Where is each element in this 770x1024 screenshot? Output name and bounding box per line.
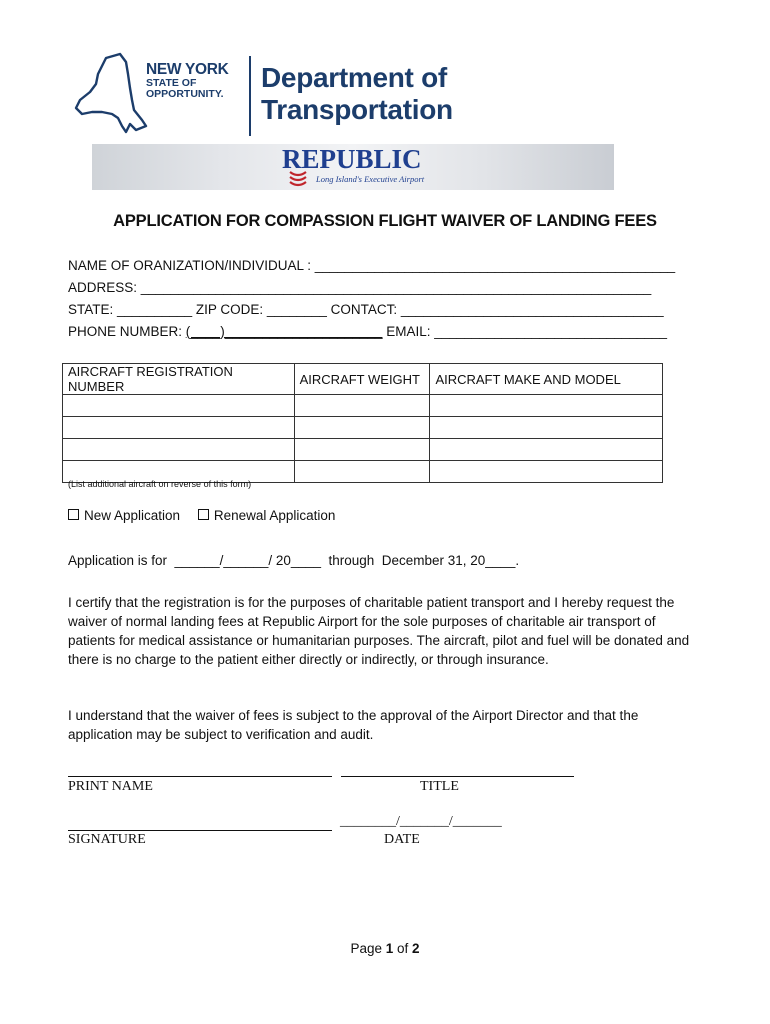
renewal-application-option[interactable]: [198, 508, 336, 523]
nysdot-logo: [72, 50, 472, 142]
checkbox-icon[interactable]: [198, 509, 209, 520]
header-registration: AIRCRAFT REGISTRATION NUMBER: [63, 364, 295, 395]
new-york-state-map-icon: [72, 52, 148, 140]
table-row: [63, 417, 663, 439]
checkbox-icon[interactable]: [68, 509, 79, 520]
signature-label: SIGNATURE: [68, 832, 146, 847]
nys-line-1: NEW YORK: [146, 61, 229, 78]
republic-logo-text: REPUBLIC: [282, 144, 422, 174]
dot-wordmark: [261, 62, 453, 126]
table-row: [63, 395, 663, 417]
make-model-cell[interactable]: [430, 461, 663, 483]
new-application-option[interactable]: [68, 508, 180, 523]
page-current: 1: [385, 941, 394, 956]
page-of: of: [393, 941, 413, 956]
application-period[interactable]: Application is for ______/______/ 20____ through December 31, 20____.: [68, 553, 520, 568]
make-model-cell[interactable]: [430, 417, 663, 439]
weight-cell[interactable]: [294, 417, 430, 439]
email-label[interactable]: EMAIL: _______________________________: [382, 324, 667, 339]
organization-field[interactable]: NAME OF ORANIZATION/INDIVIDUAL : ________________________________________________: [68, 258, 676, 273]
logo-divider: [249, 56, 251, 136]
date-line[interactable]: ________/_______/_______: [340, 814, 502, 829]
understanding-paragraph: I understand that the waiver of fees is subject to the approval of the Airport Director and that the application may be subject to verification and audit.: [68, 708, 639, 742]
table-header-row: [63, 364, 663, 395]
signature-line[interactable]: [68, 830, 332, 831]
title-label: TITLE: [420, 779, 459, 794]
phone-email-field[interactable]: [68, 324, 667, 339]
weight-cell[interactable]: [294, 439, 430, 461]
header-make-model: AIRCRAFT MAKE AND MODEL: [430, 364, 663, 395]
page-number: [0, 941, 770, 956]
phone-label: PHONE NUMBER:: [68, 324, 186, 339]
page-prefix: Page: [350, 941, 386, 956]
table-row: [63, 439, 663, 461]
header-weight: AIRCRAFT WEIGHT: [294, 364, 430, 395]
print-name-line[interactable]: [68, 776, 332, 777]
weight-cell[interactable]: [294, 395, 430, 417]
application-type: [68, 508, 349, 523]
dot-line-2: Transportation: [261, 94, 453, 125]
phone-blank[interactable]: (____)_____________________: [185, 324, 383, 339]
new-application-label: New Application: [84, 508, 181, 523]
page-total: 2: [412, 941, 420, 956]
address-field[interactable]: ADDRESS: ____________________________________________________________________: [68, 280, 652, 295]
state-zip-contact-field[interactable]: STATE: __________ ZIP CODE: ________ CONTACT: ___________________________________: [68, 302, 664, 317]
title-line[interactable]: [341, 776, 574, 777]
certification-paragraph: I certify that the registration is for the purposes of charitable patient transport and I hereby request the waiver of normal landing fees at Republic Airport for the sole purposes of charitable air transport of patients for medical assistance or humanitarian purposes. The aircraft, pilot and fuel will be donated and there is no charge to the patient either directly or indirectly, or through insurance.: [68, 595, 690, 667]
date-label: DATE: [384, 832, 420, 847]
registration-cell[interactable]: [63, 439, 295, 461]
weight-cell[interactable]: [294, 461, 430, 483]
nys-line-3: OPPORTUNITY.: [146, 88, 224, 100]
registration-cell[interactable]: [63, 395, 295, 417]
registration-cell[interactable]: [63, 417, 295, 439]
dot-line-1: Department of: [261, 62, 447, 93]
nys-line-2: STATE OF: [146, 77, 197, 89]
table-note: (List additional aircraft on reverse of this form): [68, 479, 252, 489]
document-title: APPLICATION FOR COMPASSION FLIGHT WAIVER OF LANDING FEES: [113, 212, 657, 230]
make-model-cell[interactable]: [430, 439, 663, 461]
republic-tagline: Long Island's Executive Airport: [316, 174, 425, 184]
nys-wordmark: [146, 62, 242, 100]
aircraft-table: [62, 363, 663, 483]
republic-airport-banner: [92, 144, 614, 190]
print-name-label: PRINT NAME: [68, 779, 153, 794]
renewal-application-label: Renewal Application: [213, 508, 336, 523]
make-model-cell[interactable]: [430, 395, 663, 417]
